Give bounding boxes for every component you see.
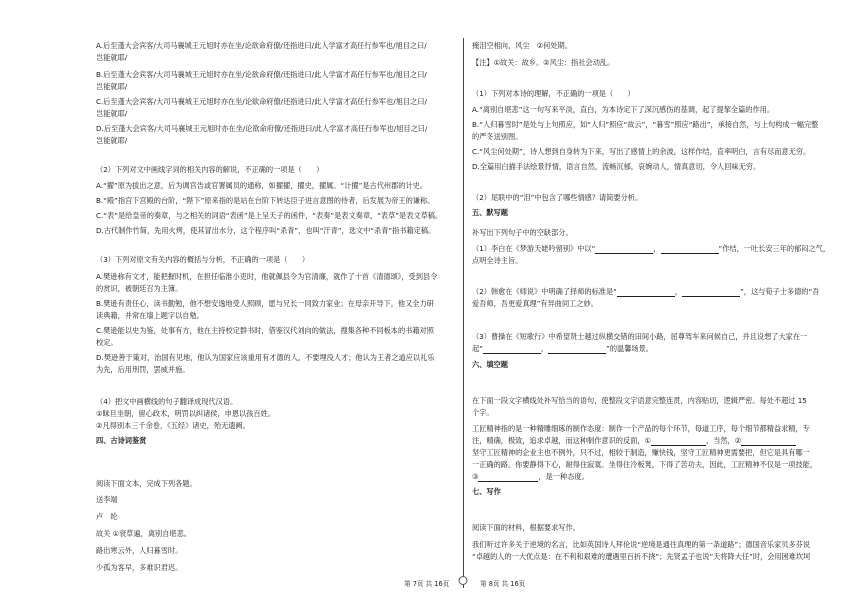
section-heading-dictation: 五、默写题	[472, 208, 508, 217]
q2-option-a: A.“擢”原为拔出之意，后为调官告或官署属员的通称，如擢擢，擢史，擢属。“计擢”是古代州郡的计史。	[96, 181, 428, 190]
answer-blank[interactable]	[548, 345, 606, 354]
answer-blank[interactable]	[617, 288, 675, 297]
q3-option-b-cont: 读典籍，并常在墙上题字以自勉。	[96, 311, 204, 320]
dictation-item-1-cont: 点明全诗主旨。	[472, 256, 523, 265]
q3-option-d-cont: 为先，后用刑罚，罢威并施。	[96, 365, 190, 374]
q1-option-b: B.后至蓬大会宾客/大司马襄城王元旭时亦在坐/论欲命府僚/还指进曰/此人学富才高任行参军也/旭目之曰/	[96, 70, 427, 79]
poem-line-3: 少孤为客早，多难识君迟。	[96, 563, 183, 572]
poem-q1-option-a: A.“离别自堪悲”这一句写来平淡，直白，为本诗定下了深沉感伤的基调，起了提挈全篇的作用。	[472, 105, 775, 114]
cloze-passage-line-2: 注，精确，极致，追求卓越，而这种制作意识的反面，① ，当然，②	[472, 436, 796, 446]
poem-q1-stem: （1）下列对本诗的理解，不正确的一项是（ ）	[472, 89, 635, 98]
answer-blank[interactable]	[595, 245, 653, 254]
page-separator-icon	[459, 576, 468, 585]
dictation-item-1: （1）李白在《梦游天姥吟留别》中以“ ， ”作结，一吐长安三年的郁闷之气，	[472, 244, 831, 253]
page-number-left: 第 7页 共 16页	[404, 580, 450, 588]
cloze-passage-line-1: 工匠精神指的是一种精雕细琢的制作态度：制作一个产品的每个环节，每道工序，每个细节都精益求精，专	[472, 424, 810, 433]
page-divider	[463, 38, 464, 588]
q3-option-b: B.樊逊有责任心，读书勤勉，他不想安逸地受人照顾，愿与兄长一同致力家业；在母亲开导下，他又全力研	[96, 299, 434, 308]
q1-option-a: A.后至蓬大会宾客/大司马襄城王元旭时亦在坐/论欲命府僚/还指进曰/此人学富才高任行参军也/旭目之曰/	[96, 41, 427, 50]
essay-intro: 阅读下面的材料，根据要求写作。	[472, 523, 580, 532]
answer-blank[interactable]	[661, 245, 719, 254]
q1-option-c: C.后至蓬大会宾客/大司马襄城王元旭时亦在坐/论欲命府僚/还指进曰/此人学富才高任行参军也/旭目之曰/	[96, 97, 427, 106]
answer-blank[interactable]	[651, 437, 706, 446]
poem-intro: 阅读下面文本，完成下列各题。	[96, 479, 197, 488]
q4-item-1: ①昧旦坐朝，留心政术，明罚以纠诸侯，申恩以孩百姓。	[96, 409, 275, 418]
cloze-instruction: 在下面一段文字横线处补写恰当的语句，使整段文字语意完整连贯，内容贴切，逻辑严密。每处不超过 15	[472, 396, 807, 405]
q3-stem: （3）下列对原文有关内容的概括与分析，不正确的一项是（ ）	[96, 255, 310, 264]
q1-option-d-cont: 岂能就耶/	[96, 136, 128, 145]
poem-q1-option-b: B.“人归暮雪时”是处与上句照应，如“人归”照应“故云”，“暮雪”照应“路出”，承接自然，与上句构成一幅完整	[472, 120, 819, 129]
dictation-item-2: （2）韩愈在《师说》中明确了择师的标准是“ ， ”，这与荀子士多德的“吾	[472, 287, 820, 296]
dictation-item-3: （3）曹操在《短歌行》中希望贤士越过纵横交错的田间小路，屈尊驾车来问候自己，并且设想了大家在一	[472, 332, 808, 341]
q2-option-d: D.古代制作竹简，先用火烤，使其冒出水分，这个程序叫“杀青”，也叫“汗青”，选文中“杀青”指书籍定稿。	[96, 226, 436, 235]
q1-option-d: D.后至蓬大会宾客/大司马襄城王元旭时亦在坐/论欲命府僚/还指进曰/此人学富才高任行参军也/旭目之曰/	[96, 124, 428, 133]
answer-blank[interactable]	[682, 288, 740, 297]
poem-line-2: 路出寒云外，人归暮雪时。	[96, 546, 183, 555]
q2-option-c: C.“表”是给皇帝的奏章，与之相关的词语“表函”是上呈天子的函件，“表奏”是表文奏章，“表草”是表文草稿。	[96, 211, 443, 220]
q3-option-a: A.樊逊称有文才，能把握时机，在担任临淮小吏时，他就佩县令为官清廉，就作了十首《清德颂》，受到县令	[96, 272, 438, 281]
q2-stem: （2）下列对文中画线字词的相关内容的解说，不正确的一项是（ ）	[96, 165, 324, 174]
answer-blank[interactable]	[741, 437, 796, 446]
q3-option-a-cont: 的赏识，被朝廷召为主簿。	[96, 284, 183, 293]
q3-option-c-cont: 校定。	[96, 338, 118, 347]
page-number-right: 第 8页 共 16页	[480, 580, 526, 588]
section-heading-cloze: 六、填空题	[472, 360, 508, 369]
cloze-instruction-cont: 个字。	[472, 408, 494, 417]
cloze-passage-line-5: ③ ，是一种态度。	[472, 472, 589, 481]
section-heading-poetry: 四、古诗词鉴赏	[96, 436, 147, 445]
dictation-intro: 补写出下列句子中的空缺部分。	[472, 228, 573, 237]
answer-blank[interactable]	[478, 473, 538, 482]
q2-option-b: B.“殿”指宫下宫殿的台阶，“陛下”原来指的是站在台阶下转达臣子进言意图的侍者，后发展为帝王的谦称。	[96, 196, 435, 205]
poem-q1-option-c: C.“风尘何处期”，诗人想到自身转为下来，写出了感情上的余波，这样作结，直率明白，言有尽而意无穷。	[472, 147, 811, 156]
poem-note: 【注】①故关：故乡。②风尘：指社会动乱。	[472, 58, 615, 67]
cloze-passage-line-3: 坚守工匠精神的企业主也不例外，只不过，相较于制造，赚快钱，坚守工匠精神更需要把，但它是具有哪一	[472, 448, 810, 457]
q4-stem: （4）把文中画横线的句子翻译成现代汉语。	[96, 397, 238, 406]
q4-item-2: ②凡得别本三千余卷，《五经》诸史，殆无遗阙。	[96, 421, 250, 430]
poem-q1-option-b-cont: 的严冬送别图。	[472, 132, 523, 141]
essay-material-line-2: “卓越的人的一大优点是：在不利和艰难的遭遇里百折不挠”；先贤孟子也说“天将降大任”时，会用困难坎坷	[472, 552, 811, 561]
answer-blank[interactable]	[483, 345, 541, 354]
poem-author: 卢 纶	[96, 512, 118, 521]
dictation-item-3-cont: 起“ ， ”的温馨场景。	[472, 344, 653, 353]
essay-material-line-1: 我们听过许多关于逆境的名言，比如英国诗人拜伦说“逆境是通往真理的第一条道路”；德国音乐家贝多芬说	[472, 540, 811, 549]
section-heading-writing: 七、写作	[472, 487, 501, 496]
dictation-item-2-cont: 爱吾师，吾更爱真理”有异曲同工之妙。	[472, 299, 598, 308]
q3-option-d: D.樊逊善于策对，治国有见地，他认为国家应该重用有才德的人，不要埋没人才；他认为王者之道应以礼乐	[96, 353, 435, 362]
cloze-passage-line-4: 一正确的路。你要静得下心，耐得住寂寞。坐得住冷板凳，下得了苦功夫，因此，工匠精神不仅是一项技能，	[472, 460, 818, 469]
q1-option-c-cont: 岂能就耶/	[96, 109, 128, 118]
poem-line-4: 掩泪空相向，风尘 ②何处期。	[472, 41, 572, 50]
poem-q1-option-d: D.全篇用白描手法绘景抒情，语言自然，流畅沉郁，哀婉动人，情真意切，令人回味无穷。	[472, 162, 761, 171]
q3-option-c: C.樊逊能以史为鉴，处事有方，他在主持校定群书时，借鉴汉代刘向的做法，搜集各种不同板本的书籍对照	[96, 326, 434, 335]
q1-option-a-cont: 岂能就耶/	[96, 53, 128, 62]
q1-option-b-cont: 岂能就耶/	[96, 82, 128, 91]
poem-q2-stem: （2）尾联中的“泪”中包含了哪些情感？请简要分析。	[472, 193, 643, 202]
poem-title: 送李端	[96, 495, 118, 504]
poem-line-1: 故关 ①衰草遍，离别自堪悲。	[96, 529, 191, 538]
